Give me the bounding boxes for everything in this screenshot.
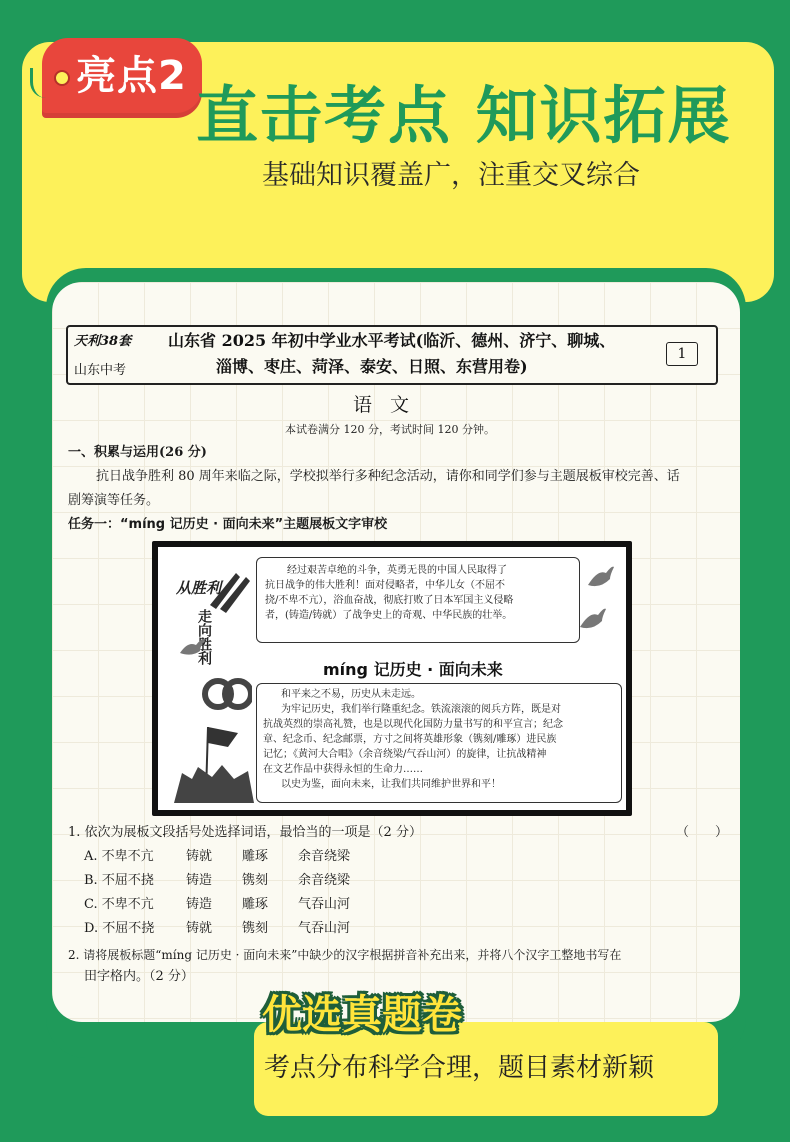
tag-hole-icon (54, 70, 70, 86)
exam-region: 山东中考 (74, 363, 127, 378)
bottom-scroll-line: 为牢记历史，我们举行隆重纪念。铁流滚滚的阅兵方阵，既是对 (281, 704, 561, 715)
option-word: 雕琢 (242, 849, 269, 864)
top-scroll-line: 经过艰苦卓绝的斗争，英勇无畏的中国人民取得了 (287, 565, 507, 576)
intro-text-line1: 抗日战争胜利 80 周年来临之际，学校拟举行多种纪念活动，请你和同学们参与主题展板审校完善、话 (96, 469, 680, 484)
option-d (84, 918, 384, 940)
top-scroll-line: 者，(铸造/铸就）了战争史上的奇观、中华民族的壮举。 (265, 610, 513, 621)
poster-left-words1: 从胜利 (176, 579, 222, 597)
poster-title: míng 记历史 · 面向未来 (323, 660, 503, 679)
peace-dove-icon (178, 635, 208, 661)
poster-left-words2: 走向胜利 (196, 609, 212, 665)
question-1: 1. 依次为展板文段括号处选择词语，最恰当的一项是（2 分） (68, 825, 422, 840)
option-word: 铸造 (186, 897, 213, 912)
fighter-jets-icon (206, 565, 256, 615)
option-b (84, 870, 384, 892)
option-word: D. 不屈不挠 (84, 921, 155, 936)
task-heading: 任务一：“míng 记历史 · 面向未来”主题展板文字审校 (68, 517, 388, 532)
answer-bracket: （ ） (676, 825, 729, 840)
soldiers-flag-icon (168, 723, 258, 803)
bottom-scroll-line: 以史为鉴，面向未来，让我们共同维护世界和平！ (281, 779, 501, 790)
poster-canvas (158, 547, 626, 810)
exhibition-poster (152, 541, 632, 816)
badge-label: 亮点2 (76, 53, 187, 99)
flying-dove-icon (578, 607, 608, 635)
exam-info: 本试卷满分 120 分，考试时间 120 分钟。 (285, 423, 495, 436)
callout-title: 优选真题卷 (262, 992, 462, 1038)
top-scroll-panel (256, 557, 580, 643)
option-word: 气吞山河 (298, 921, 351, 936)
callout-subtitle: 考点分布科学合理，题目素材新颖 (264, 1053, 655, 1083)
series-logo: 天利38套 (74, 334, 132, 349)
bottom-scroll-panel (256, 683, 622, 803)
option-word: C. 不卑不亢 (84, 897, 154, 912)
flying-dove-icon (586, 565, 616, 593)
intro-text-line2: 剧筹演等任务。 (68, 493, 160, 508)
option-word: 镌刻 (242, 873, 269, 888)
option-word: 铸造 (186, 873, 213, 888)
top-scroll-line: 抗日战争的伟大胜利！面对侵略者，中华儿女（不屈不 (265, 580, 505, 591)
option-word: 余音绕梁 (298, 849, 351, 864)
option-a (84, 846, 384, 868)
top-scroll-line: 挠/不卑不亢），浴血奋战，彻底打败了日本军国主义侵略 (265, 595, 514, 606)
option-word: 雕琢 (242, 897, 269, 912)
option-word: 铸就 (186, 849, 213, 864)
option-word: 气吞山河 (298, 897, 351, 912)
question-2-line1: 2. 请将展板标题“míng 记历史 · 面向未来”中缺少的汉字根据拼音补充出来，并将八个汉字工整地书写在 (68, 948, 622, 962)
bottom-scroll-line: 章、纪念币、纪念邮票，方寸之间将英雄形象（镌刻/雕琢）进民族 (263, 734, 557, 745)
option-word: 铸就 (186, 921, 213, 936)
exam-header (66, 325, 718, 385)
headline: 直击考点 知识拓展 (196, 79, 732, 152)
highlight-badge (42, 38, 202, 118)
question-2-line2: 田字格内。（2 分） (84, 969, 194, 984)
option-word: A. 不卑不亢 (84, 849, 154, 864)
option-c (84, 894, 384, 916)
subject-title: 语文 (352, 394, 427, 416)
bottom-scroll-line: 在文艺作品中获得永恒的生命力…… (263, 764, 423, 775)
option-word: 余音绕梁 (298, 873, 351, 888)
exam-title-line1: 山东省 2025 年初中学业水平考试(临沂、德州、济宁、聊城、 (168, 331, 616, 350)
eighty-anniversary-icon (202, 677, 252, 711)
option-word: B. 不屈不挠 (84, 873, 154, 888)
paper-number: 1 (666, 342, 698, 366)
bottom-scroll-line: 和平来之不易，历史从未走远。 (281, 689, 421, 700)
subheadline: 基础知识覆盖广，注重交叉综合 (262, 160, 640, 191)
option-word: 镌刻 (242, 921, 269, 936)
section-heading: 一、积累与运用(26 分) (68, 445, 207, 460)
exam-title-line2: 淄博、枣庄、菏泽、泰安、日照、东营用卷) (216, 357, 528, 376)
bottom-scroll-line: 抗战英烈的崇高礼赞，也是以现代化国防力量书写的和平宣言；纪念 (263, 719, 563, 730)
bottom-scroll-line: 记忆；《黄河大合唱》（余音绕梁/气吞山河）的旋律，让抗战精神 (263, 749, 547, 760)
